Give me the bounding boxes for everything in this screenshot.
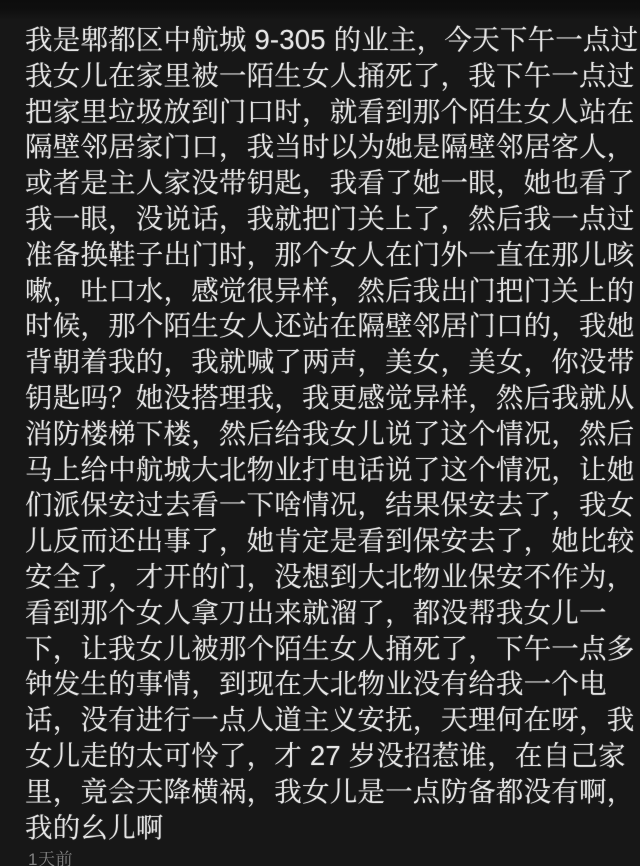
post-text-line: 隔壁邻居家门口，我当时以为她是隔壁邻居客人， [25,131,635,163]
post-text-line: 我的幺儿啊 [25,811,164,843]
post-text-line: 或者是主人家没带钥匙，我看了她一眼，她也看了 [25,167,635,199]
post-text-line: 准备换鞋子出门时，那个女人在门外一直在那儿咳 [25,238,635,270]
post-text-line: 安全了，才开的门，没想到大北物业保安不作为， [25,560,635,592]
post-text-line: 嗽，吐口水，感觉很异样，然后我出门把门关上的 [25,274,635,306]
post-text-line: 看到那个女人拿刀出来就溜了，都没帮我女儿一 [25,596,607,628]
post-text-line: 女儿走的太可怜了，才 27 岁没招惹谁，在自己家 [25,739,626,771]
post-text-line: 我一眼，没说话，我就把门关上了，然后我一点过 [25,202,635,234]
post-text-line: 时候，那个陌生女人还站在隔壁邻居门口的，我她 [25,310,635,342]
post-text-line: 把家里垃圾放到门口时，就看到那个陌生女人站在 [25,95,635,127]
post-text-line: 我是郫都区中航城 9-305 的业主，今天下午一点过 [25,24,639,55]
post-text-line: 马上给中航城大北物业打电话说了这个情况，让她 [25,453,635,485]
post-text-line: 我女儿在家里被一陌生女人捅死了，我下午一点过 [25,59,635,91]
post-text-line: 儿反而还出事了，她肯定是看到保安去了，她比较 [25,525,635,557]
post-text-line: 里，竟会天降横祸，我女儿是一点防备都没有啊， [25,775,635,807]
post-text-line: 话，没有进行一点人道主义安抚，天理何在呀，我 [25,704,635,736]
post-text-line: 钟发生的事情，到现在大北物业没有给我一个电 [25,668,607,700]
post-text [25,22,639,845]
post-text-line: 们派保安过去看一下啥情况，结果保安去了，我女 [25,489,635,521]
post-text-line: 下，让我女儿被那个陌生女人捅死了，下午一点多 [25,632,635,664]
post-timestamp: 1天前 [28,850,73,866]
post-text-line: 钥匙吗？她没搭理我，我更感觉异样，然后我就从 [25,381,635,413]
post-text-line: 背朝着我的，我就喊了两声，美女，美女，你没带 [25,346,635,378]
post-text-line: 消防楼梯下楼，然后给我女儿说了这个情况，然后 [25,417,635,449]
